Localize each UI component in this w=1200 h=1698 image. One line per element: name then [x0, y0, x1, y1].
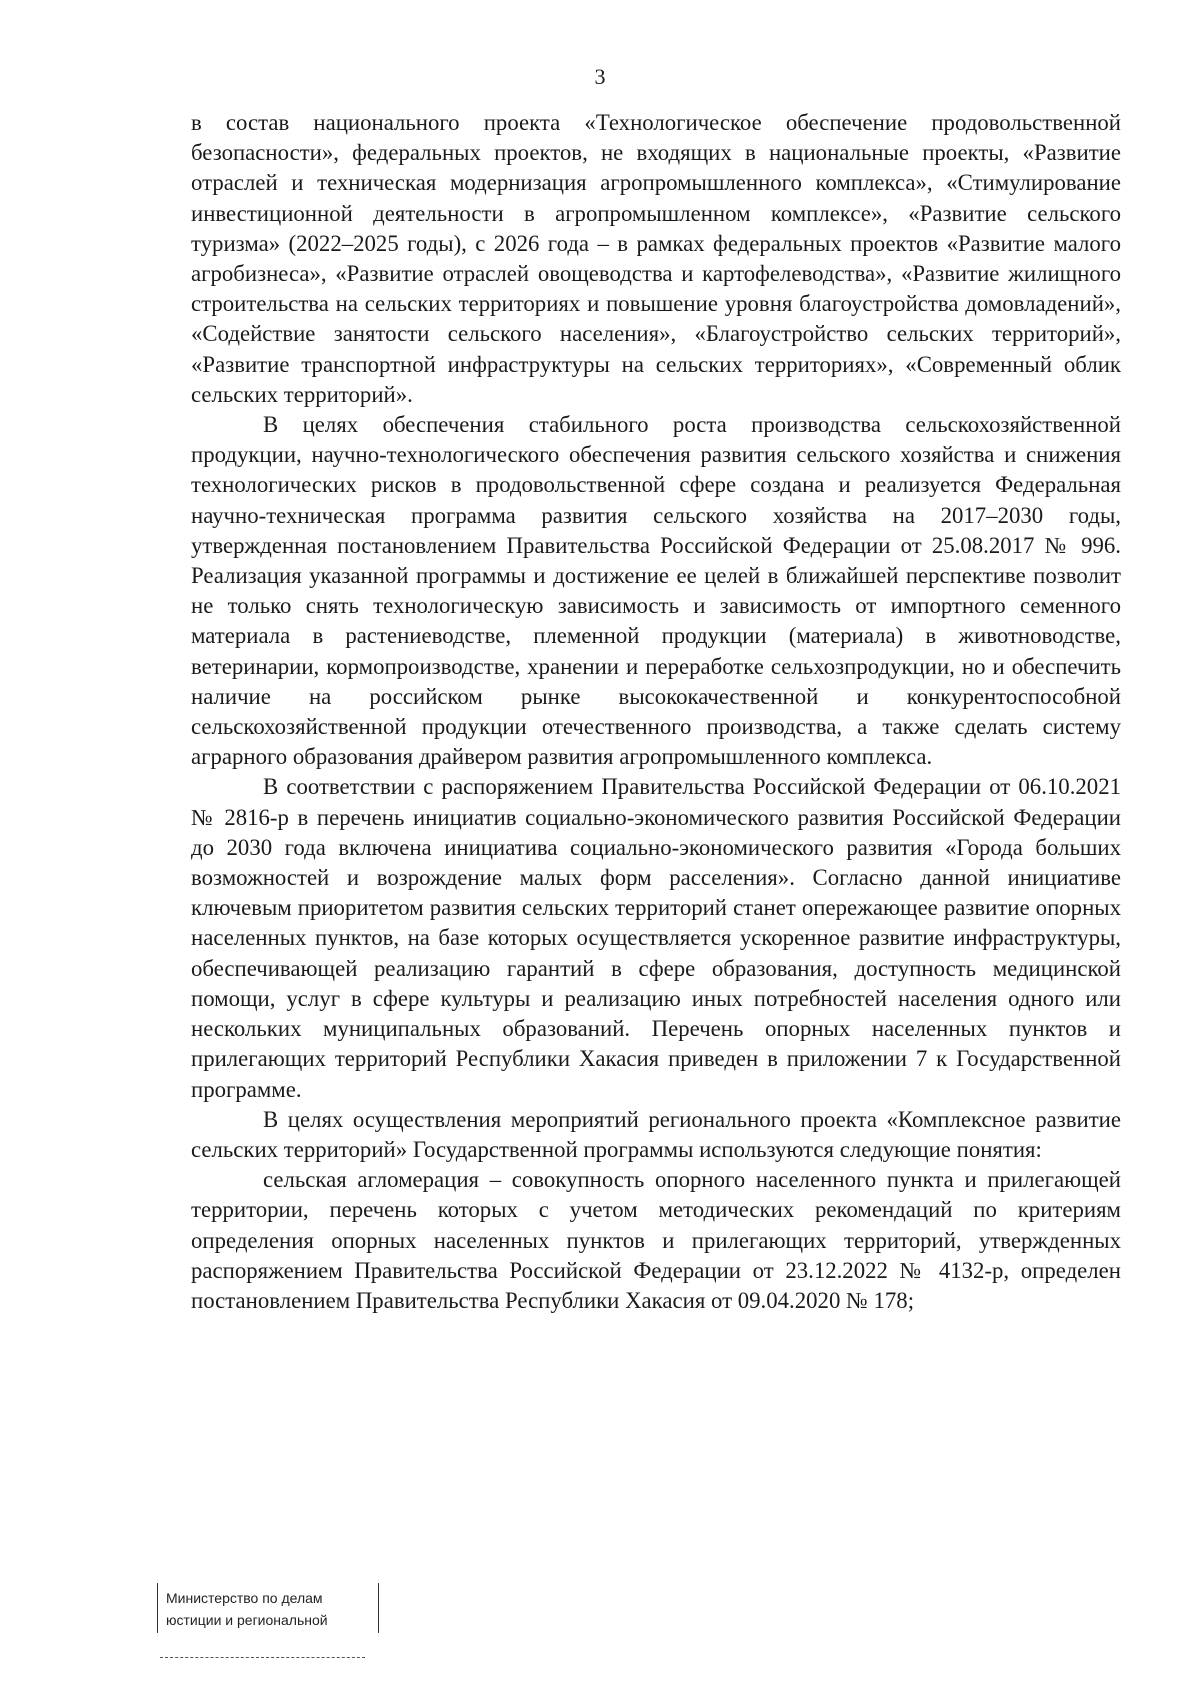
stamp-line-1: Министерство по делам	[166, 1590, 323, 1606]
stamp-bottom-border	[160, 1657, 365, 1658]
paragraph-2: В целях обеспечения стабильного роста производства сельскохозяйственной продукции, научно-технологического обеспечения развития сельского хозяйства и снижения технологических рисков в продовольственной сфере создана и реализуется Федеральная научно-техническая программа развития сельского хозяйства на 2017–2030 годы, утвержденная постановлением Правительства Российской Федерации от 25.08.2017 № 996. Реализация указанной программы и достижение ее целей в ближайшей перспективе позволит не только снять технологическую зависимость и зависимость от импортного семенного материала в растениеводстве, племенной продукции (материала) в животноводстве, ветеринарии, кормопроизводстве, хранении и переработке сельхозпродукции, но и обеспечить наличие на российском рынке высококачественной и конкурентоспособной сельскохозяйственной продукции отечественного производства, а также сделать систему аграрного образования драйвером развития агропромышленного комплекса.	[191, 412, 1121, 770]
stamp-line-2: юстиции и региональной	[166, 1612, 328, 1628]
paragraph-5: сельская агломерация – совокупность опорного населенного пункта и прилегающей территории, перечень которых с учетом методических рекомендаций по критериям определения опорных населенных пунктов и прилегающих территорий, утвержденных распоряжением Правительства Российской Федерации от 23.12.2022 № 4132-р, определен постановлением Правительства Республики Хакасия от 09.04.2020 № 178;	[191, 1167, 1121, 1313]
paragraph-3: В соответствии с распоряжением Правительства Российской Федерации от 06.10.2021 № 2816-р в перечень инициатив социально-экономического развития Российской Федерации до 2030 года включена инициатива социально-экономического развития «Города больших возможностей и возрождение малых форм расселения». Согласно данной инициативе ключевым приоритетом развития сельских территорий станет опережающее развитие опорных населенных пунктов, на базе которых осуществляется ускоренное развитие инфраструктуры, обеспечивающей реализацию гарантий в сфере образования, доступность медицинской помощи, услуг в сфере культуры и реализацию иных потребностей населения одного или нескольких муниципальных образований. Перечень опорных населенных пунктов и прилегающих территорий Республики Хакасия приведен в приложении 7 к Государственной программе.	[191, 774, 1121, 1102]
ministry-stamp	[157, 1583, 379, 1633]
paragraph-4: В целях осуществления мероприятий регионального проекта «Комплексное развитие сельских территорий» Государственной программы используются следующие понятия:	[191, 1106, 1121, 1162]
paragraph-1: в состав национального проекта «Технологическое обеспечение продовольственной безопасности», федеральных проектов, не входящих в национальные проекты, «Развитие отраслей и техническая модернизация агропромышленного комплекса», «Стимулирование инвестиционной деятельности в агропромышленном комплексе», «Развитие сельского туризма» (2022–2025 годы), с 2026 года – в рамках федеральных проектов «Развитие малого агробизнеса», «Развитие отраслей овощеводства и картофелеводства», «Развитие жилищного строительства на сельских территориях и повышение уровня благоустройства домовладений», «Содействие занятости сельского населения», «Благоустройство сельских территорий», «Развитие транспортной инфраструктуры на сельских территориях», «Современный облик сельских территорий».	[191, 110, 1121, 407]
document-body	[191, 108, 1121, 1316]
page-number: 3	[594, 64, 606, 89]
